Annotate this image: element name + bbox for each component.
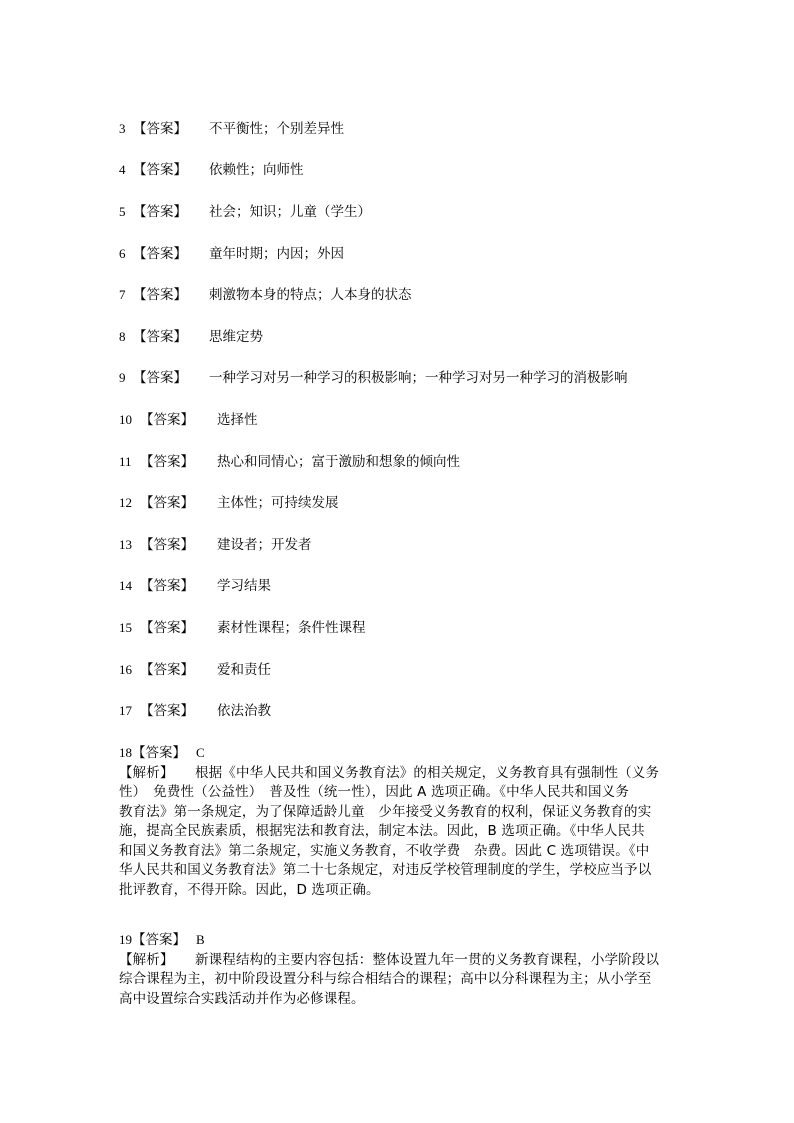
answer-text: 素材性课程；条件性课程	[217, 620, 366, 636]
question-number: 10	[119, 412, 132, 427]
answer-tag: 【答案】	[133, 246, 187, 262]
answer-tag: 【答案】	[132, 932, 186, 948]
answer-text: 不平衡性；个别差异性	[209, 121, 344, 137]
question-number: 7	[119, 287, 126, 302]
answer-tag: 【答案】	[133, 329, 187, 345]
answer-tag: 【答案】	[132, 745, 186, 761]
answer-row	[119, 578, 271, 594]
answer-row	[119, 162, 304, 178]
answer-row	[119, 495, 339, 511]
analysis-line: 和国义务教育法》第二条规定，实施义务教育，不收学费 杂费。因此 C 选项错误。《中	[119, 842, 650, 859]
analysis-line: 批评教育，不得开除。因此，D 选项正确。	[119, 881, 380, 898]
analysis-tag: 【解析】	[119, 951, 174, 968]
analysis-line: 华人民共和国义务教育法》第二十七条规定，对违反学校管理制度的学生，学校应当予以	[119, 862, 652, 878]
question-number: 18	[119, 745, 132, 760]
question-number: 13	[119, 537, 132, 552]
question-number: 15	[119, 620, 132, 635]
question-number: 17	[119, 703, 132, 718]
answer-row	[119, 454, 460, 470]
answer-tag: 【答案】	[140, 412, 194, 428]
answer-text: 主体性；可持续发展	[217, 495, 339, 511]
answer-row	[119, 412, 258, 428]
question-number: 11	[119, 454, 132, 469]
analysis-line: 【解析】 新课程结构的主要内容包括：整体设置九年一贯的义务教育课程，小学阶段以	[119, 951, 679, 971]
question-18-answer-line	[119, 743, 679, 764]
answer-text: 依赖性；向师性	[209, 162, 304, 178]
question-number: 12	[119, 495, 132, 510]
answer-row	[119, 620, 366, 636]
answer-text: 一种学习对另一种学习的积极影响；一种学习对另一种学习的消极影响	[209, 370, 628, 386]
analysis-line: 【解析】 根据《中华人民共和国义务教育法》的相关规定，义务教育具有强制性（义务	[119, 764, 679, 784]
answer-tag: 【答案】	[140, 703, 194, 719]
answer-tag: 【答案】	[133, 162, 187, 178]
question-19-answer-line	[119, 930, 679, 951]
answer-row	[119, 329, 263, 345]
answer-tag: 【答案】	[140, 578, 194, 594]
question-number: 3	[119, 121, 126, 136]
answer-text: 童年时期；内因；外因	[209, 246, 344, 262]
answer-tag: 【答案】	[133, 287, 187, 303]
question-number: 16	[119, 662, 132, 677]
answer-tag: 【答案】	[140, 620, 194, 636]
answer-text: 社会；知识；儿童（学生）	[209, 204, 371, 220]
answer-tag: 【答案】	[140, 454, 194, 470]
answer-letter: C	[196, 745, 205, 760]
answer-tag: 【答案】	[140, 537, 194, 553]
answer-tag: 【答案】	[140, 662, 194, 678]
question-19-block	[119, 930, 679, 1009]
answer-row	[119, 246, 344, 262]
answer-tag: 【答案】	[140, 495, 194, 511]
answer-text: 思维定势	[209, 329, 263, 345]
answer-row	[119, 204, 371, 220]
analysis-line: 综合课程为主，初中阶段设置分科与综合相结合的课程；高中以分科课程为主；从小学至	[119, 971, 652, 987]
answer-text: 选择性	[217, 412, 258, 428]
answer-row	[119, 287, 412, 303]
answer-tag: 【答案】	[133, 370, 187, 386]
analysis-line: 性） 免费性（公益性） 普及性（统一性），因此 A 选项正确。《中华人民共和国义务	[119, 784, 629, 800]
question-number: 4	[119, 162, 126, 177]
answer-text: 依法治教	[217, 703, 271, 719]
answer-text: 爱和责任	[217, 662, 271, 678]
analysis-line: 施，提高全民族素质，根据宪法和教育法，制定本法。因此，B 选项正确。《中华人民共	[119, 823, 645, 839]
answer-row	[119, 537, 312, 553]
answer-text: 建设者；开发者	[217, 537, 312, 553]
answer-letter: B	[196, 932, 205, 947]
answer-text: 学习结果	[217, 578, 271, 594]
answer-tag: 【答案】	[133, 204, 187, 220]
analysis-tag: 【解析】	[119, 764, 174, 781]
question-number: 6	[119, 246, 126, 261]
question-number: 19	[119, 932, 132, 947]
analysis-line: 教育法》第一条规定，为了保障适龄儿童 少年接受义务教育的权利，保证义务教育的实	[119, 803, 652, 820]
answer-text: 热心和同情心；富于激励和想象的倾向性	[217, 454, 460, 470]
answer-row	[119, 370, 628, 386]
question-18-block	[119, 743, 679, 900]
answer-row	[119, 703, 271, 719]
question-number: 5	[119, 204, 126, 219]
question-number: 14	[119, 578, 132, 593]
question-number: 9	[119, 370, 126, 385]
answer-tag: 【答案】	[133, 121, 187, 137]
answer-row	[119, 662, 271, 678]
answer-text: 刺激物本身的特点；人本身的状态	[209, 287, 412, 303]
analysis-line: 高中设置综合实践活动并作为必修课程。	[119, 990, 365, 1007]
answer-row	[119, 121, 344, 137]
question-number: 8	[119, 329, 126, 344]
